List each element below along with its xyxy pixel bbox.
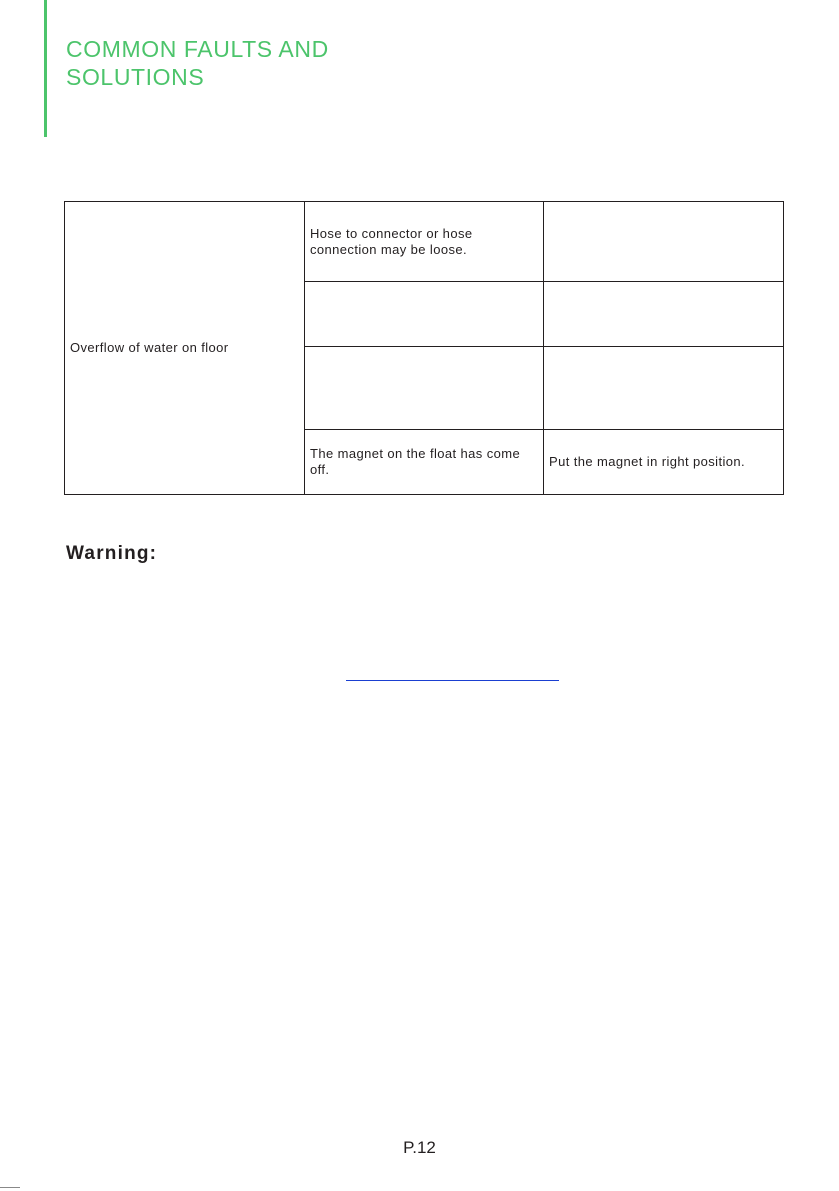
cause-cell: The magnet on the float has come off. [305, 430, 544, 495]
solution-cell [544, 282, 784, 347]
table-row [65, 202, 784, 282]
faults-table [64, 201, 784, 495]
hyperlink-underline[interactable] [346, 680, 559, 681]
page-number: P.12 [403, 1138, 436, 1157]
header-accent-bar [44, 0, 47, 137]
page-title-line-1: COMMON FAULTS AND [66, 36, 329, 62]
warning-heading: Warning: [66, 543, 158, 564]
solution-cell [544, 202, 784, 282]
crop-mark [0, 1187, 20, 1188]
cause-cell [305, 282, 544, 347]
cause-cell: Hose to connector or hose connection may be loose. [305, 202, 544, 282]
fault-cell: Overflow of water on floor [65, 202, 305, 495]
cause-cell [305, 347, 544, 430]
page-title [66, 35, 329, 91]
solution-cell [544, 347, 784, 430]
solution-cell: Put the magnet in right position. [544, 430, 784, 495]
page-title-line-2: SOLUTIONS [66, 64, 205, 90]
